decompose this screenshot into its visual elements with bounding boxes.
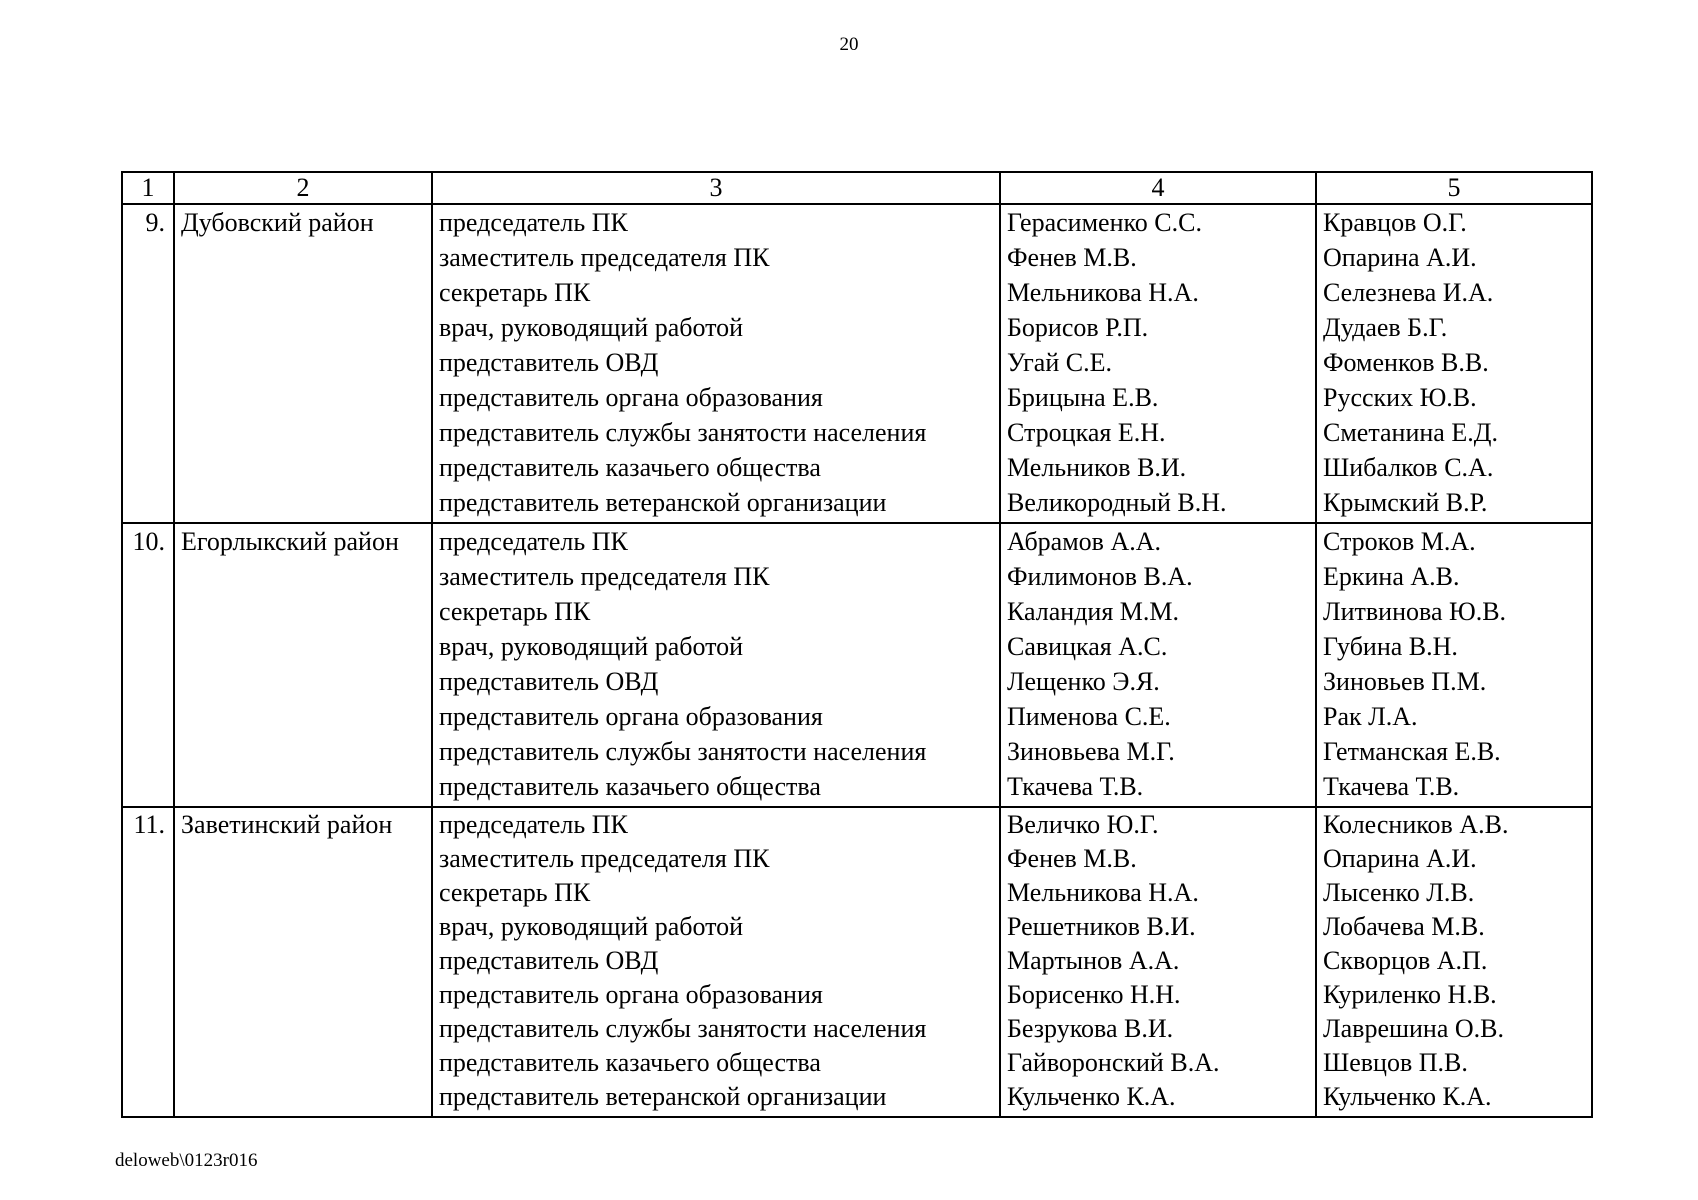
member-name: Борисенко Н.Н. bbox=[1007, 980, 1181, 1009]
position: врач, руководящий работой bbox=[439, 313, 744, 342]
member-name: Борисов Р.П. bbox=[1007, 313, 1149, 342]
member-name: Фенев М.В. bbox=[1007, 243, 1137, 272]
district-row bbox=[122, 807, 1592, 1117]
position: заместитель председателя ПК bbox=[439, 562, 770, 591]
reserve-name: Опарина А.И. bbox=[1323, 844, 1477, 873]
position: представитель ОВД bbox=[439, 946, 659, 975]
reserve-name: Губина В.Н. bbox=[1323, 632, 1458, 661]
position: врач, руководящий работой bbox=[439, 632, 744, 661]
position-cell bbox=[432, 523, 1000, 807]
reserve-name: Строков М.А. bbox=[1323, 527, 1476, 556]
reserve-name: Шевцов П.В. bbox=[1323, 1048, 1468, 1077]
member-name: Фенев М.В. bbox=[1007, 844, 1137, 873]
reserve-name: Литвинова Ю.В. bbox=[1323, 597, 1507, 626]
column-header-3: 3 bbox=[432, 172, 1000, 204]
reserve-name: Зиновьев П.М. bbox=[1323, 667, 1487, 696]
commission-table bbox=[121, 171, 1593, 1118]
reserve-name: Скворцов А.П. bbox=[1323, 946, 1488, 975]
position: секретарь ПК bbox=[439, 278, 591, 307]
position-cell bbox=[432, 204, 1000, 523]
row-number: 10. bbox=[122, 523, 174, 807]
member-name: Герасименко С.С. bbox=[1007, 208, 1202, 237]
position: заместитель председателя ПК bbox=[439, 243, 770, 272]
reserve-name: Опарина А.И. bbox=[1323, 243, 1477, 272]
reserve-name: Шибалков С.А. bbox=[1323, 453, 1494, 482]
position: представитель органа образования bbox=[439, 702, 823, 731]
column-header-5: 5 bbox=[1316, 172, 1592, 204]
position: представитель ветеранской организации bbox=[439, 1082, 887, 1111]
member-name: Величко Ю.Г. bbox=[1007, 810, 1159, 839]
position: врач, руководящий работой bbox=[439, 912, 744, 941]
position: представитель службы занятости населения bbox=[439, 1014, 927, 1043]
member-name: Кульченко К.А. bbox=[1007, 1082, 1176, 1111]
reserve-name: Селезнева И.А. bbox=[1323, 278, 1494, 307]
position: секретарь ПК bbox=[439, 878, 591, 907]
member-name: Пименова С.Е. bbox=[1007, 702, 1171, 731]
member-name: Ткачева Т.В. bbox=[1007, 772, 1144, 801]
district-name: Заветинский район bbox=[174, 807, 432, 1117]
position: секретарь ПК bbox=[439, 597, 591, 626]
district-row bbox=[122, 204, 1592, 523]
reserve-name: Гетманская Е.В. bbox=[1323, 737, 1501, 766]
reserve-name: Колесников А.В. bbox=[1323, 810, 1509, 839]
position: представитель казачьего общества bbox=[439, 1048, 821, 1077]
column-header-2: 2 bbox=[174, 172, 432, 204]
district-name: Егорлыкский район bbox=[174, 523, 432, 807]
member-name: Гайворонский В.А. bbox=[1007, 1048, 1220, 1077]
column-header-1: 1 bbox=[122, 172, 174, 204]
position: председатель ПК bbox=[439, 527, 628, 556]
member-name: Зиновьева М.Г. bbox=[1007, 737, 1175, 766]
reserve-name: Лобачева М.В. bbox=[1323, 912, 1485, 941]
member-name: Мельникова Н.А. bbox=[1007, 878, 1199, 907]
position: представитель ветеранской организации bbox=[439, 488, 887, 517]
district-row bbox=[122, 523, 1592, 807]
member-name: Безрукова В.И. bbox=[1007, 1014, 1174, 1043]
position: представитель органа образования bbox=[439, 383, 823, 412]
member-name: Мельникова Н.А. bbox=[1007, 278, 1199, 307]
table-header-row bbox=[122, 172, 1592, 204]
position-cell bbox=[432, 807, 1000, 1117]
position: представитель службы занятости населения bbox=[439, 737, 927, 766]
member-name: Мартынов А.А. bbox=[1007, 946, 1180, 975]
member-name: Филимонов В.А. bbox=[1007, 562, 1193, 591]
position: представитель казачьего общества bbox=[439, 772, 821, 801]
position: заместитель председателя ПК bbox=[439, 844, 770, 873]
reserve-name: Русских Ю.В. bbox=[1323, 383, 1477, 412]
reserve-name: Фоменков В.В. bbox=[1323, 348, 1489, 377]
member-name: Абрамов А.А. bbox=[1007, 527, 1162, 556]
position: представитель ОВД bbox=[439, 667, 659, 696]
member-name-cell bbox=[1000, 523, 1316, 807]
reserve-name: Рак Л.А. bbox=[1323, 702, 1418, 731]
reserve-name: Лысенко Л.В. bbox=[1323, 878, 1475, 907]
position: представитель органа образования bbox=[439, 980, 823, 1009]
reserve-name: Ткачева Т.В. bbox=[1323, 772, 1460, 801]
reserve-name: Лаврешина О.В. bbox=[1323, 1014, 1504, 1043]
page-number: 20 bbox=[839, 34, 859, 55]
position: представитель службы занятости населения bbox=[439, 418, 927, 447]
member-name: Угай С.Е. bbox=[1007, 348, 1112, 377]
reserve-name: Крымский В.Р. bbox=[1323, 488, 1488, 517]
reserve-name: Кравцов О.Г. bbox=[1323, 208, 1467, 237]
member-name: Великородный В.Н. bbox=[1007, 488, 1227, 517]
document-code: deloweb\0123r016 bbox=[115, 1150, 258, 1171]
reserve-name-cell bbox=[1316, 807, 1592, 1117]
member-name: Савицкая А.С. bbox=[1007, 632, 1168, 661]
member-name: Мельников В.И. bbox=[1007, 453, 1187, 482]
member-name-cell bbox=[1000, 204, 1316, 523]
member-name: Строцкая Е.Н. bbox=[1007, 418, 1166, 447]
district-name: Дубовский район bbox=[174, 204, 432, 523]
reserve-name-cell bbox=[1316, 204, 1592, 523]
reserve-name: Сметанина Е.Д. bbox=[1323, 418, 1498, 447]
member-name: Решетников В.И. bbox=[1007, 912, 1196, 941]
position: представитель ОВД bbox=[439, 348, 659, 377]
reserve-name: Кульченко К.А. bbox=[1323, 1082, 1492, 1111]
reserve-name: Куриленко Н.В. bbox=[1323, 980, 1497, 1009]
position: представитель казачьего общества bbox=[439, 453, 821, 482]
position: председатель ПК bbox=[439, 208, 628, 237]
reserve-name-cell bbox=[1316, 523, 1592, 807]
member-name-cell bbox=[1000, 807, 1316, 1117]
row-number: 11. bbox=[122, 807, 174, 1117]
member-name: Лещенко Э.Я. bbox=[1007, 667, 1160, 696]
position: председатель ПК bbox=[439, 810, 628, 839]
member-name: Каландия М.М. bbox=[1007, 597, 1180, 626]
reserve-name: Еркина А.В. bbox=[1323, 562, 1460, 591]
reserve-name: Дудаев Б.Г. bbox=[1323, 313, 1448, 342]
column-header-4: 4 bbox=[1000, 172, 1316, 204]
row-number: 9. bbox=[122, 204, 174, 523]
member-name: Брицына Е.В. bbox=[1007, 383, 1159, 412]
